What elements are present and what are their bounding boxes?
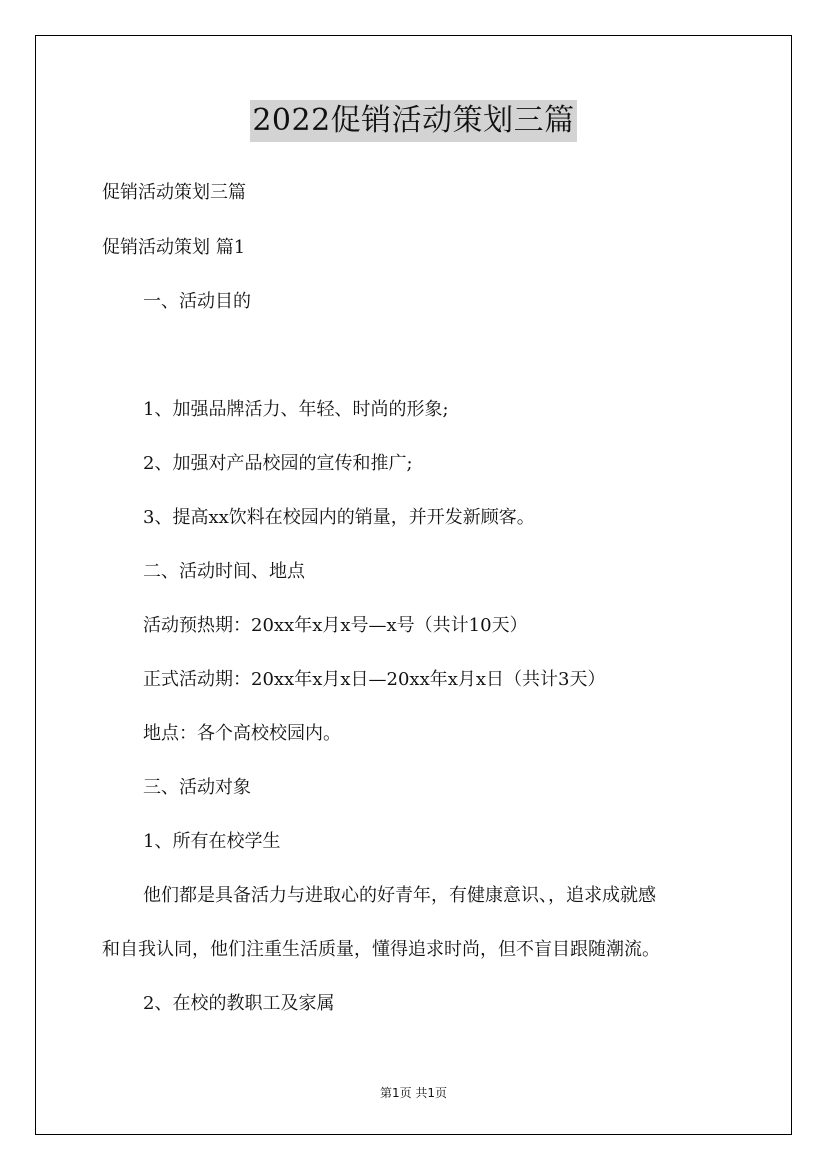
list-item: 2、在校的教职工及家属: [143, 993, 335, 1014]
list-item: 3、提高xx饮料在校园内的销量，并开发新顾客。: [143, 507, 535, 528]
heading-time-place: 二、活动时间、地点: [143, 561, 305, 582]
paragraph: 活动预热期：20xx年x月x号—x号（共计10天）: [143, 615, 528, 636]
doc-subtitle: 促销活动策划三篇: [102, 182, 246, 203]
heading-purpose: 一、活动目的: [143, 291, 251, 312]
title-container: [0, 100, 827, 142]
document-title: 2022促销活动策划三篇: [250, 100, 576, 142]
paragraph: 地点：各个高校校园内。: [143, 723, 341, 744]
list-item: 1、加强品牌活力、年轻、时尚的形象;: [143, 399, 449, 420]
heading-audience: 三、活动对象: [143, 777, 251, 798]
section-heading: 促销活动策划 篇1: [102, 237, 246, 258]
paragraph: 他们都是具备活力与进取心的好青年，有健康意识、，追求成就感: [143, 885, 656, 906]
list-item: 1、所有在校学生: [143, 831, 281, 852]
paragraph: 和自我认同，他们注重生活质量，懂得追求时尚，但不盲目跟随潮流。: [102, 939, 660, 960]
page-footer: 第1页 共1页: [379, 1086, 448, 1100]
list-item: 2、加强对产品校园的宣传和推广;: [143, 453, 413, 474]
paragraph: 正式活动期：20xx年x月x日—20xx年x月x日（共计3天）: [143, 669, 606, 690]
